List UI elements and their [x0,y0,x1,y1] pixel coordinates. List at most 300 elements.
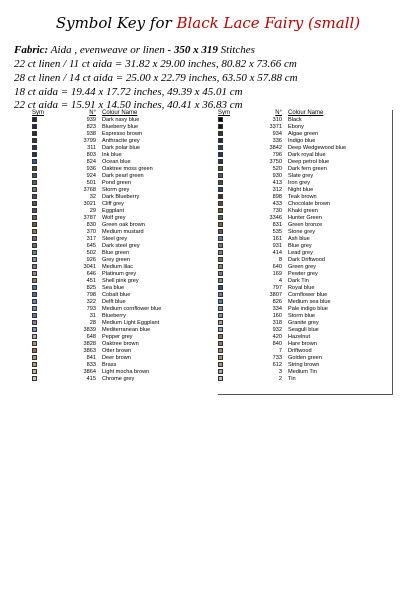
fabric-line-1 [14,43,414,57]
colour-name: Blueberry blue [102,124,139,130]
header-number: N° [275,110,282,116]
colour-number: 924 [86,173,96,179]
colour-name: Khaki green [288,208,318,214]
table-row [32,362,202,369]
table-row [218,362,388,369]
table-row [218,208,388,215]
colour-number: 797 [272,285,282,291]
colour-number: 414 [272,250,282,256]
colour-name: Driftwood [288,348,312,354]
symbol-swatch-icon [218,320,223,325]
table-row [218,124,388,131]
colour-number: 31 [89,313,96,319]
symbol-swatch-icon [218,292,223,297]
symbol-swatch-icon [218,348,223,353]
colour-number: 3346 [269,215,282,221]
fabric-line-4: 18 ct aida = 19.44 x 17.72 inches, 49.39 x 45.01 cm [14,86,243,98]
colour-number: 898 [272,194,282,200]
colour-name: Medium Tin [288,369,317,375]
colour-number: 926 [86,257,96,263]
colour-number: 311 [87,145,96,151]
colour-number: 318 [272,320,282,326]
symbol-swatch-icon [32,117,37,122]
symbol-swatch-icon [32,201,37,206]
colour-name: String brown [288,362,320,368]
colour-name: Dark pearl green [102,173,144,179]
symbol-swatch-icon [32,215,37,220]
table-row [32,320,202,327]
fabric-size: - 350 x 319 [167,44,218,56]
colour-name: Pale indigo blue [288,306,328,312]
colour-number: 646 [86,271,96,277]
colour-name: Cobalt blue [102,292,131,298]
symbol-swatch-icon [32,208,37,213]
colour-name: Eggplant [102,208,125,214]
table-row [218,313,388,320]
symbol-swatch-icon [32,222,37,227]
colour-name: Tin [288,376,296,382]
symbol-swatch-icon [32,166,37,171]
colour-name: Lead grey [288,250,313,256]
table-row [32,285,202,292]
symbol-swatch-icon [32,292,37,297]
colour-number: 840 [272,341,282,347]
colour-name: Dark royal blue [288,152,326,158]
colour-name: Ocean blue [102,159,131,165]
colour-number: 8 [278,257,282,263]
colour-number: 433 [272,201,282,207]
table-row [218,222,388,229]
header-colour-name: Colour Name [102,110,138,116]
symbol-swatch-icon [218,334,223,339]
colour-number: 161 [272,236,282,242]
colour-name: Hazelnut [288,334,311,340]
symbol-swatch-icon [218,243,223,248]
table-row [218,264,388,271]
table-row [218,138,388,145]
colour-number: 796 [272,152,282,158]
colour-number: 938 [86,131,96,137]
colour-number: 648 [86,334,96,340]
table-row [218,306,388,313]
symbol-swatch-icon [32,152,37,157]
table-row [218,250,388,257]
symbol-swatch-icon [32,194,37,199]
colour-name: Chocolate brown [288,201,330,207]
table-row [32,117,202,124]
symbol-swatch-icon [32,376,37,381]
colour-name: Green bronze [288,222,323,228]
table-row [218,299,388,306]
table-row [218,117,388,124]
table-row [218,145,388,152]
table-row [32,159,202,166]
colour-name: Night blue [288,187,314,193]
table-row [32,341,202,348]
colour-number: 322 [86,299,96,305]
colour-number: 932 [272,327,282,333]
title-prefix: Symbol Key for [55,14,172,32]
colour-number: 825 [86,285,96,291]
symbol-swatch-icon [218,264,223,269]
symbol-swatch-icon [218,236,223,241]
table-row [32,215,202,222]
table-row [218,201,388,208]
colour-number: 936 [86,166,96,172]
symbol-table-right [218,109,388,383]
colour-name: Cornflower blue [288,292,328,298]
table-row [32,271,202,278]
colour-name: Royal blue [288,285,315,291]
colour-name: Teak brown [288,194,317,200]
colour-name: Seagull blue [288,327,319,333]
colour-name: Black [288,117,302,123]
colour-name: Pond green [102,180,131,186]
table-row [218,236,388,243]
colour-name: Green oak brown [102,222,145,228]
colour-name: Medium cornflower blue [102,306,162,312]
colour-number: 3799 [83,138,96,144]
table-row [32,187,202,194]
header-sym: Sym [218,110,230,116]
symbol-swatch-icon [218,138,223,143]
table-row [32,264,202,271]
colour-name: Pepper grey [102,334,133,340]
colour-name: Dark navy blue [102,117,140,123]
colour-name: Iron grey [288,180,311,186]
table-row [218,278,388,285]
colour-number: 930 [272,173,282,179]
symbol-swatch-icon [218,285,223,290]
symbol-swatch-icon [218,250,223,255]
colour-number: 535 [272,229,282,235]
colour-name: Algae green [288,131,319,137]
symbol-swatch-icon [218,159,223,164]
colour-number: 831 [272,222,282,228]
colour-name: Grey green [102,257,130,263]
colour-number: 160 [272,313,282,319]
colour-number: 803 [86,152,96,158]
colour-number: 420 [272,334,282,340]
table-header [32,109,202,117]
symbol-swatch-icon [32,257,37,262]
symbol-swatch-icon [218,299,223,304]
table-row [218,229,388,236]
colour-number: 3839 [83,327,96,333]
symbol-swatch-icon [218,187,223,192]
colour-name: Storm grey [102,187,130,193]
table-row [32,348,202,355]
table-header [218,109,388,117]
colour-name: Sea blue [102,285,125,291]
colour-number: 451 [86,278,96,284]
table-row [218,369,388,376]
table-row [218,355,388,362]
symbol-swatch-icon [218,341,223,346]
colour-name: Dark steel grey [102,243,140,249]
fabric-line-3: 28 ct linen / 14 ct aida = 25.00 x 22.79 inches, 63.50 x 57.88 cm [14,72,298,84]
symbol-swatch-icon [218,173,223,178]
table-row [218,152,388,159]
symbol-swatch-icon [218,201,223,206]
fabric-unit: Stitches [220,44,255,56]
symbol-swatch-icon [32,131,37,136]
title-pattern-name: Black Lace Fairy (small) [176,14,361,32]
colour-number: 169 [272,271,282,277]
colour-number: 730 [272,208,282,214]
table-row [218,187,388,194]
table-row [218,341,388,348]
table-row [32,166,202,173]
colour-number: 823 [86,124,96,130]
table-row [218,285,388,292]
colour-number: 520 [272,166,282,172]
colour-name: Blue grey [288,243,312,249]
fabric-line-5: 22 ct aida = 15.91 x 14.50 inches, 40.41 x 36.83 cm [14,99,243,111]
colour-number: 502 [86,250,96,256]
colour-number: 841 [86,355,96,361]
colour-name: Ebony [288,124,304,130]
symbol-swatch-icon [32,299,37,304]
symbol-swatch-icon [32,320,37,325]
colour-number: 640 [272,264,282,270]
colour-number: 317 [86,236,96,242]
table-row [32,369,202,376]
colour-number: 798 [86,292,96,298]
table-row [32,152,202,159]
symbol-swatch-icon [32,229,37,234]
colour-name: Anthracite grey [102,138,140,144]
symbol-cell [32,376,54,384]
table-row [32,327,202,334]
colour-number: 312 [272,187,282,193]
header-sym: Sym [32,110,44,116]
table-row [218,180,388,187]
symbol-swatch-icon [218,229,223,234]
colour-name: Platinum grey [102,271,137,277]
table-body-right [218,117,388,383]
colour-number: 939 [86,117,96,123]
fabric-label: Fabric: [14,44,49,56]
symbol-swatch-icon [218,271,223,276]
colour-name: Dark polar blue [102,145,140,151]
colour-name: Espresso brown [102,131,143,137]
symbol-swatch-icon [218,131,223,136]
symbol-swatch-icon [32,250,37,255]
table-row [32,250,202,257]
table-row [32,257,202,264]
colour-name: Brass [102,362,117,368]
symbol-swatch-icon [218,306,223,311]
symbol-swatch-icon [218,145,223,150]
symbol-swatch-icon [32,124,37,129]
colour-number: 28 [89,320,96,326]
table-row [32,313,202,320]
colour-name: Deer brown [102,355,131,361]
colour-number: 3768 [83,187,96,193]
colour-name: Light mocha brown [102,369,150,375]
symbol-swatch-icon [218,355,223,360]
table-row [32,124,202,131]
colour-number: 931 [272,243,282,249]
fabric-types: Aida , evenweave or linen [50,44,165,56]
symbol-swatch-icon [218,278,223,283]
colour-name: Medium mustard [102,229,144,235]
table-body-left [32,117,202,383]
colour-number: 334 [272,306,282,312]
colour-name: Slate grey [288,173,314,179]
colour-name: Steel grey [102,236,128,242]
table-row [32,138,202,145]
symbol-swatch-icon [218,327,223,332]
colour-name: Green grey [288,264,316,270]
table-row [32,278,202,285]
symbol-swatch-icon [218,152,223,157]
colour-number: 3041 [83,264,96,270]
colour-number: 3 [278,369,282,375]
symbol-swatch-icon [218,166,223,171]
colour-number: 3863 [83,348,96,354]
colour-name: Granite grey [288,320,319,326]
colour-number: 3842 [269,145,282,151]
colour-number: 3787 [83,215,96,221]
table-row [218,243,388,250]
table-row [218,166,388,173]
colour-name: Indigo blue [288,138,316,144]
colour-name: Shell pink grey [102,278,139,284]
colour-number: 4 [278,278,282,284]
colour-number: 824 [86,159,96,165]
colour-name: Medium sea blue [288,299,331,305]
colour-number: 3864 [83,369,96,375]
table-row [32,243,202,250]
table-row [32,173,202,180]
symbol-swatch-icon [32,173,37,178]
table-row [218,376,388,383]
colour-name: Oaktree moss green [102,166,153,172]
symbol-swatch-icon [32,159,37,164]
colour-number: 733 [272,355,282,361]
colour-number: 833 [86,362,96,368]
table-row [218,271,388,278]
colour-number: 830 [86,222,96,228]
header-colour-name: Colour Name [288,110,324,116]
colour-name: Dark Blueberry [102,194,140,200]
colour-name: Ink blue [102,152,122,158]
symbol-swatch-icon [32,313,37,318]
colour-name: Deep petrol blue [288,159,330,165]
table-row [32,194,202,201]
colour-number: 934 [272,131,282,137]
symbol-swatch-icon [32,138,37,143]
table-row [32,334,202,341]
symbol-swatch-icon [218,369,223,374]
symbol-swatch-icon [218,124,223,129]
symbol-swatch-icon [32,187,37,192]
colour-name: Blueberry [102,313,126,319]
table-row [218,292,388,299]
table-row [32,229,202,236]
colour-name: Chrome grey [102,376,135,382]
colour-number: 612 [272,362,282,368]
colour-name: Dark fern green [288,166,327,172]
colour-name: Golden green [288,355,322,361]
colour-number: 3371 [269,124,282,130]
table-row [218,257,388,264]
colour-number: 370 [86,229,96,235]
colour-name: Otter brown [102,348,132,354]
fabric-line-2: 22 ct linen / 11 ct aida = 31.82 x 29.00 inches, 80.82 x 73.66 cm [14,58,297,70]
symbol-swatch-icon [218,222,223,227]
symbol-swatch-icon [218,208,223,213]
symbol-swatch-icon [32,243,37,248]
table-row [218,194,388,201]
colour-name: Hunter Green [288,215,322,221]
symbol-swatch-icon [218,376,223,381]
table-row [218,215,388,222]
symbol-swatch-icon [32,236,37,241]
colour-name: Medium Light Eggplant [102,320,160,326]
symbol-swatch-icon [32,334,37,339]
colour-number: 826 [272,299,282,305]
colour-name: Stone grey [288,229,316,235]
table-row [32,208,202,215]
colour-number: 645 [86,243,96,249]
table-row [218,320,388,327]
symbol-swatch-icon [218,257,223,262]
colour-name: Cliff grey [102,201,124,207]
symbol-swatch-icon [32,341,37,346]
colour-number: 415 [86,376,96,382]
symbol-swatch-icon [218,215,223,220]
symbol-swatch-icon [32,355,37,360]
symbol-cell [218,376,240,384]
colour-number: 501 [86,180,96,186]
symbol-swatch-icon [32,369,37,374]
colour-name: Dark Tin [288,278,309,284]
symbol-swatch-icon [32,327,37,332]
table-row [32,306,202,313]
colour-name: Pewter grey [288,271,318,277]
symbol-swatch-icon [218,117,223,122]
symbol-table-left [32,109,202,383]
colour-name: Medium lilac [102,264,134,270]
colour-number: 336 [272,138,282,144]
table-row [32,376,202,383]
page-title [0,14,416,32]
symbol-swatch-icon [32,180,37,185]
symbol-swatch-icon [32,348,37,353]
symbol-swatch-icon [32,285,37,290]
colour-name: Deep Wedgewood blue [288,145,347,151]
table-row [32,131,202,138]
table-row [218,131,388,138]
table-row [32,299,202,306]
table-row [32,355,202,362]
table-row [32,180,202,187]
table-row [218,348,388,355]
colour-number: 32 [89,194,96,200]
header-number: N° [89,110,96,116]
colour-number: 2 [278,376,282,382]
table-row [32,201,202,208]
colour-number: 310 [272,117,282,123]
symbol-swatch-icon [32,271,37,276]
table-row [32,222,202,229]
colour-number: 3807 [269,292,282,298]
symbol-swatch-icon [218,362,223,367]
symbol-swatch-icon [32,278,37,283]
